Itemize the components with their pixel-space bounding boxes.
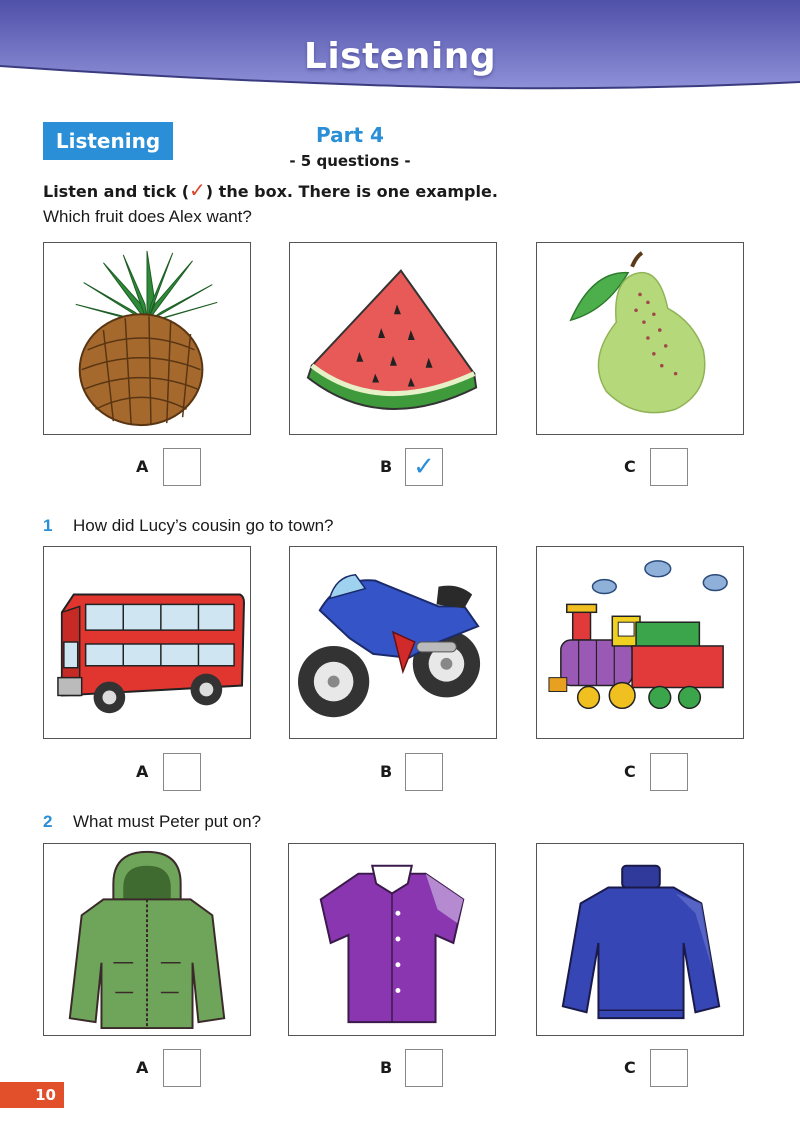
question-text: What must Peter put on?: [73, 812, 262, 831]
option-image-watermelon[interactable]: [289, 242, 497, 435]
answer-checkbox[interactable]: [163, 1049, 201, 1087]
bus-icon: [44, 547, 250, 738]
option-image-sweater[interactable]: [536, 843, 744, 1036]
option-image-train[interactable]: [536, 546, 744, 739]
answer-checkbox[interactable]: [650, 753, 688, 791]
instruction-text-before: Listen and tick (: [43, 182, 190, 201]
option-letter: C: [624, 762, 636, 781]
option-letter: A: [136, 762, 149, 781]
question-1: [43, 516, 334, 536]
option-image-jacket[interactable]: [43, 843, 251, 1036]
tick-icon: ✓: [189, 178, 206, 202]
tick-icon: ✓: [413, 452, 435, 482]
pineapple-icon: [44, 243, 250, 434]
question-number: 2: [43, 812, 53, 831]
question-text: How did Lucy’s cousin go to town?: [73, 516, 334, 535]
option-image-bus[interactable]: [43, 546, 251, 739]
answer-checkbox[interactable]: [163, 753, 201, 791]
pear-icon: [537, 243, 743, 434]
answer-checkbox[interactable]: [650, 1049, 688, 1087]
motorbike-icon: [290, 547, 496, 738]
example-question: Which fruit does Alex want?: [43, 207, 252, 226]
page-number: 10: [0, 1082, 64, 1108]
option-letter: B: [380, 762, 393, 781]
answer-checkbox[interactable]: [405, 753, 443, 791]
option-letter: B: [380, 1058, 393, 1077]
option-letter: C: [624, 457, 636, 476]
option-image-pineapple[interactable]: [43, 242, 251, 435]
option-image-pear[interactable]: [536, 242, 744, 435]
hooded-jacket-icon: [44, 844, 250, 1035]
header-banner: [0, 0, 800, 100]
part-subtitle: - 5 questions -: [289, 152, 411, 170]
question-2: [43, 812, 261, 832]
instruction-text-after: ) the box. There is one example.: [205, 182, 498, 201]
question-number: 1: [43, 516, 53, 535]
answer-checkbox[interactable]: [650, 448, 688, 486]
instruction: [43, 178, 498, 202]
option-image-shirt[interactable]: [288, 843, 496, 1036]
toy-train-icon: [537, 547, 743, 738]
part-title: Part 4: [316, 123, 384, 147]
shirt-icon: [289, 844, 495, 1035]
answer-checkbox[interactable]: [163, 448, 201, 486]
sweater-icon: [537, 844, 743, 1035]
banner-title: Listening: [303, 36, 497, 77]
option-letter: A: [136, 457, 149, 476]
option-letter: B: [380, 457, 393, 476]
section-tag: Listening: [43, 122, 173, 160]
answer-checkbox[interactable]: [405, 1049, 443, 1087]
watermelon-slice-icon: [290, 243, 496, 434]
option-image-motorbike[interactable]: [289, 546, 497, 739]
option-letter: C: [624, 1058, 636, 1077]
answer-checkbox-ticked[interactable]: [405, 448, 443, 486]
option-letter: A: [136, 1058, 149, 1077]
